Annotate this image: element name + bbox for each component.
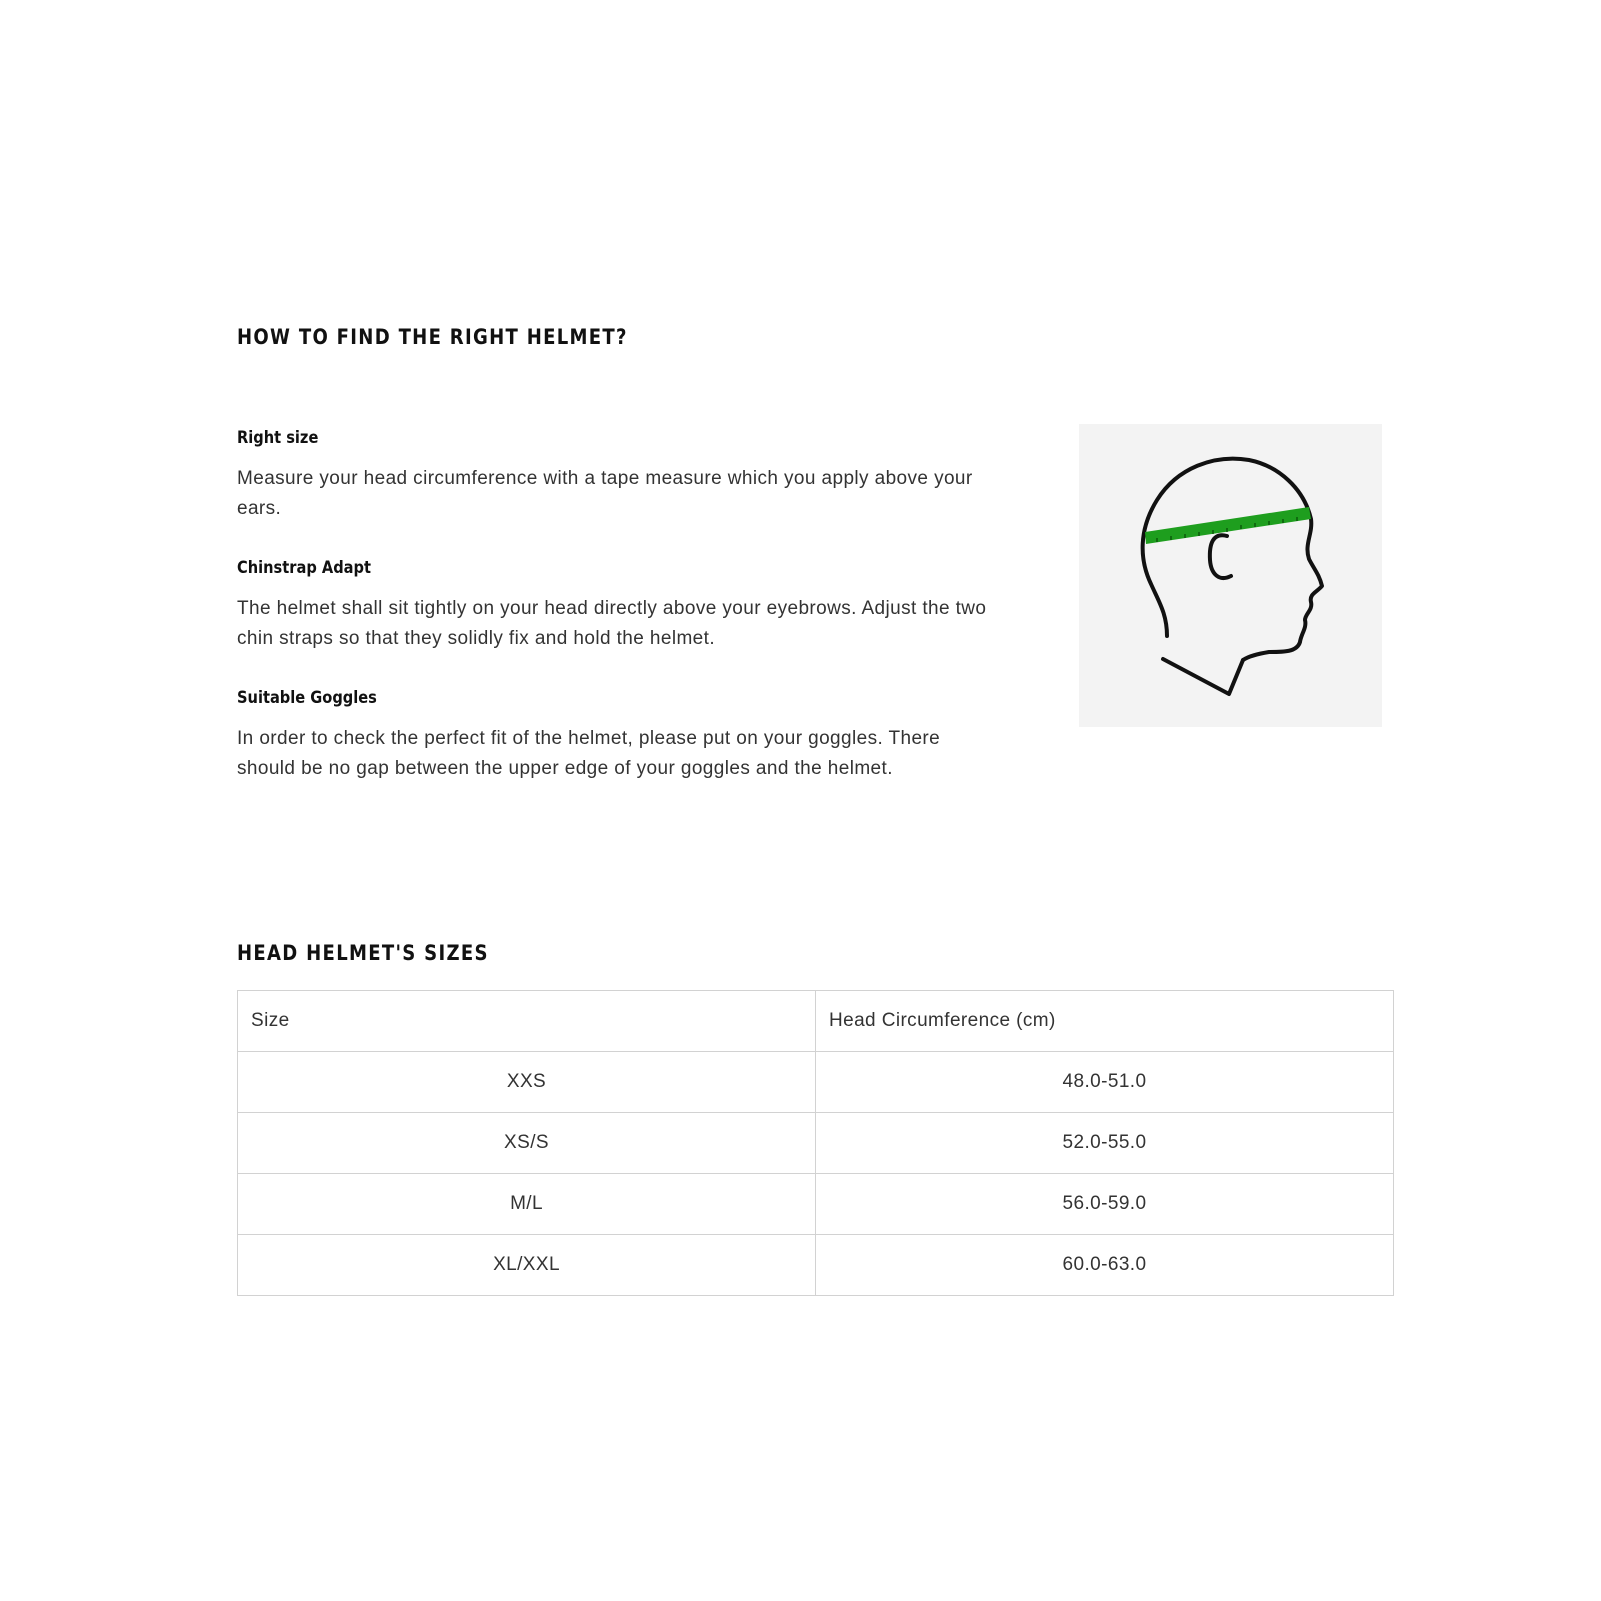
table-header-row — [238, 991, 1394, 1052]
size-table — [237, 990, 1394, 1296]
guide-item-right-size — [237, 428, 997, 524]
size-cell: XS/S — [238, 1113, 816, 1174]
table-row — [238, 1052, 1394, 1113]
circumference-cell: 56.0-59.0 — [816, 1174, 1394, 1235]
guide-item-heading: Chinstrap Adapt — [237, 558, 371, 578]
guide-item-text: In order to check the perfect fit of the helmet, please put on your goggles. There should be no gap between the upper edge of your goggles and the helmet. — [237, 728, 941, 779]
table-row — [238, 1174, 1394, 1235]
head-outline — [1143, 459, 1322, 660]
size-cell: XXS — [238, 1052, 816, 1113]
size-guide-page — [237, 0, 1394, 1601]
guide-item-heading: Suitable Goggles — [237, 688, 377, 708]
circumference-cell: 52.0-55.0 — [816, 1113, 1394, 1174]
sizes-title: HEAD HELMET'S SIZES — [237, 941, 489, 965]
guide-item-text: The helmet shall sit tightly on your head directly above your eyebrows. Adjust the two chin straps so that they solidly fix and hold the helmet. — [237, 598, 987, 649]
tape-measure-icon — [1145, 507, 1311, 544]
guide-item-text: Measure your head circumference with a tape measure which you apply above your ears. — [237, 468, 973, 519]
circumference-cell: 60.0-63.0 — [816, 1235, 1394, 1296]
guide-item-heading: Right size — [237, 428, 319, 448]
size-cell: M/L — [238, 1174, 816, 1235]
size-cell: XL/XXL — [238, 1235, 816, 1296]
head-measurement-icon — [1079, 424, 1382, 727]
neck-line — [1163, 659, 1243, 694]
guide-item-goggles — [237, 688, 997, 784]
ear-outline — [1210, 535, 1231, 578]
head-illustration — [1079, 424, 1382, 727]
guide-title: HOW TO FIND THE RIGHT HELMET? — [237, 325, 628, 349]
table-row — [238, 1113, 1394, 1174]
column-header-size: Size — [238, 991, 816, 1052]
column-header-circumference: Head Circumference (cm) — [816, 991, 1394, 1052]
guide-text — [237, 428, 997, 818]
circumference-cell: 48.0-51.0 — [816, 1052, 1394, 1113]
table-row — [238, 1235, 1394, 1296]
guide-item-chinstrap — [237, 558, 997, 654]
